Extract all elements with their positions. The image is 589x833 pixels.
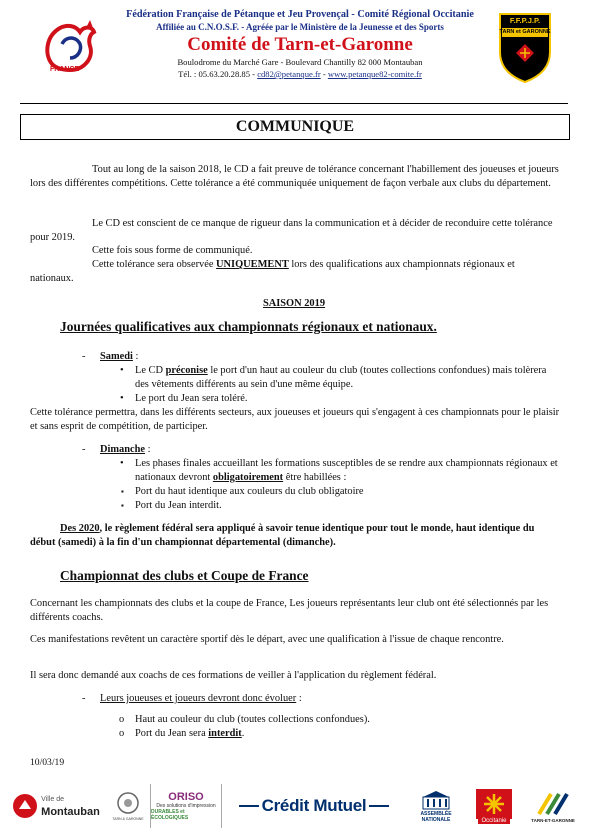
tolerance-paragraph: Cette tolérance permettra, dans les différents secteurs, aux joueuses et joueurs qui s'engagent à ces championnats pour le plaisir et sans esprit de compétition, de participer. bbox=[30, 407, 560, 432]
oriso-logo bbox=[150, 784, 222, 828]
intro-paragraph-4: Cette tolérance sera observée UNIQUEMENT lors des qualifications aux championnats régionaux et nationaux. bbox=[30, 259, 515, 284]
section-2-heading: Championnat des clubs et Coupe de France bbox=[60, 568, 309, 583]
document-date: 10/03/19 bbox=[30, 757, 65, 768]
dimanche-sub-2: Port du Jean interdit. bbox=[135, 500, 222, 511]
shield-top-text: F.F.P.J.P. bbox=[509, 16, 541, 25]
circle-bullet: o bbox=[119, 728, 125, 739]
document-title: COMMUNIQUE bbox=[20, 114, 570, 140]
tg-label-text: TARN-ET-GARONNE bbox=[531, 817, 575, 823]
tarn-garonne-shield bbox=[498, 12, 552, 84]
section-2-paragraph-1: Concernant les championnats des clubs et la coupe de France, Les joueurs représentants leur club ont été sélectionnés par les différents coachs. bbox=[30, 598, 549, 623]
assemblee-text: ASSEMBLÉE NATIONALE bbox=[420, 811, 452, 823]
tarn-garonne-dept-logo bbox=[110, 784, 146, 828]
section-2-paragraph-2: Ces manifestations revêtent un caractère sportif dès le départ, avec une qualification à l'issue de chaque rencontre. bbox=[30, 634, 504, 645]
bullet-dot: • bbox=[120, 458, 124, 469]
samedi-item-2: Le port du Jean sera toléré. bbox=[135, 393, 248, 404]
email-link[interactable]: cd82@petanque.fr bbox=[257, 69, 321, 79]
section-1-heading: Journées qualificatives aux championnats régionaux et nationaux. bbox=[60, 319, 437, 334]
dash-bullet: - bbox=[82, 693, 86, 704]
building-icon bbox=[421, 789, 451, 811]
ville-montauban-logo bbox=[8, 784, 104, 828]
ville-text: Montauban bbox=[41, 806, 100, 818]
dimanche-label: Dimanche : bbox=[100, 444, 151, 455]
list-item-1: Haut au couleur du club (toutes collections confondues). bbox=[135, 714, 370, 725]
affiliation-line: Affiliée au C.N.O.S.F. - Agréée par le Ministère de la Jeunesse et des Sports bbox=[156, 22, 444, 32]
header-block bbox=[110, 8, 490, 80]
des-2020-paragraph: Des 2020, le règlement fédéral sera appliqué à savoir tenue identique pour tout le monde, haut identique du début (samedi) à la fin d'un championnat départemental (dimanche). bbox=[30, 523, 535, 548]
header-rule bbox=[20, 103, 568, 104]
intro-paragraph-2: Le CD est conscient de ce manque de rigueur dans la communication et à décider de reconduire cette tolérance pour 2019. bbox=[30, 218, 553, 243]
intro-paragraph-1: Tout au long de la saison 2018, le CD a fait preuve de tolérance concernant l'habillement des joueuses et joueurs lors des différentes compétitions. Cette tolérance a été communiquée uniquement de façon verbale aux clubs du département. bbox=[30, 164, 559, 189]
occitanie-text: Occitanie bbox=[478, 818, 509, 824]
ville-small-text: Ville de bbox=[41, 796, 64, 803]
address-line: Boulodrome du Marché Gare - Boulevard Chantilly 82 000 Montauban bbox=[177, 57, 423, 67]
stripes-icon bbox=[535, 790, 571, 818]
bullet-dot: • bbox=[120, 365, 124, 376]
list-item-2: Port du Jean sera interdit. bbox=[135, 728, 245, 739]
occitan-cross-icon bbox=[476, 789, 512, 819]
dash-bullet: - bbox=[82, 351, 86, 362]
occitanie-logo bbox=[470, 784, 518, 828]
dimanche-sub-1: Port du haut identique aux couleurs du club obligatoire bbox=[135, 486, 364, 497]
dept-small-text: TARN & GARONNE bbox=[112, 817, 144, 821]
contact-line: Tél. : 05.63.20.28.85 - cd82@petanque.fr - www.petanque82-comite.fr bbox=[178, 69, 422, 79]
bullet-dot: • bbox=[120, 393, 124, 404]
credit-mutuel-text: Crédit Mutuel bbox=[261, 796, 367, 815]
square-bullet: ▪ bbox=[121, 501, 124, 510]
ffpjp-logo bbox=[40, 14, 102, 80]
oriso-text: ORISO bbox=[168, 791, 204, 803]
credit-mutuel-logo bbox=[226, 784, 402, 828]
square-bullet: ▪ bbox=[121, 487, 124, 496]
comite-name: Comité de Tarn-et-Garonne bbox=[187, 34, 413, 55]
samedi-item-1: Le CD préconise le port d'un haut au couleur du club (toutes collections confondues) mais tolèrera des vêtements différents au sein d'une même équipe. bbox=[135, 365, 547, 390]
montauban-emblem-icon bbox=[12, 793, 38, 819]
dept-emblem-icon bbox=[116, 791, 140, 817]
assemblee-nationale-logo bbox=[410, 784, 462, 828]
tg-sport-logo bbox=[524, 784, 582, 828]
oriso-tagline-1: Des solutions d'impression bbox=[156, 803, 216, 809]
section-2-paragraph-3: Il sera donc demandé aux coachs de ces formations de veiller à l'application du règlement fédéral. bbox=[30, 670, 437, 681]
oriso-tagline-2: DURABLES et ÉCOLOGIQUES bbox=[151, 809, 189, 821]
website-link[interactable]: www.petanque82-comite.fr bbox=[327, 69, 422, 79]
circle-bullet: o bbox=[119, 714, 125, 725]
dash-bullet: - bbox=[82, 444, 86, 455]
federation-name: Fédération Française de Pétanque et Jeu Provençal - Comité Régional Occitanie bbox=[126, 9, 474, 20]
intro-paragraph-3: Cette fois sous forme de communiqué. bbox=[92, 245, 253, 256]
saison-title: SAISON 2019 bbox=[262, 298, 326, 309]
logo-left-text: FRANCE bbox=[50, 66, 80, 73]
shield-band-text: TARN et GARONNE bbox=[499, 29, 551, 35]
list-label: Leurs joueuses et joueurs devront donc évoluer : bbox=[100, 693, 302, 704]
dimanche-item-1: Les phases finales accueillant les formations susceptibles de se rendre aux championnats régionaux et nationaux devront obligatoirement être habillées : bbox=[135, 458, 558, 483]
phone: Tél. : 05.63.20.28.85 - bbox=[178, 69, 258, 79]
samedi-label: Samedi : bbox=[100, 351, 139, 362]
